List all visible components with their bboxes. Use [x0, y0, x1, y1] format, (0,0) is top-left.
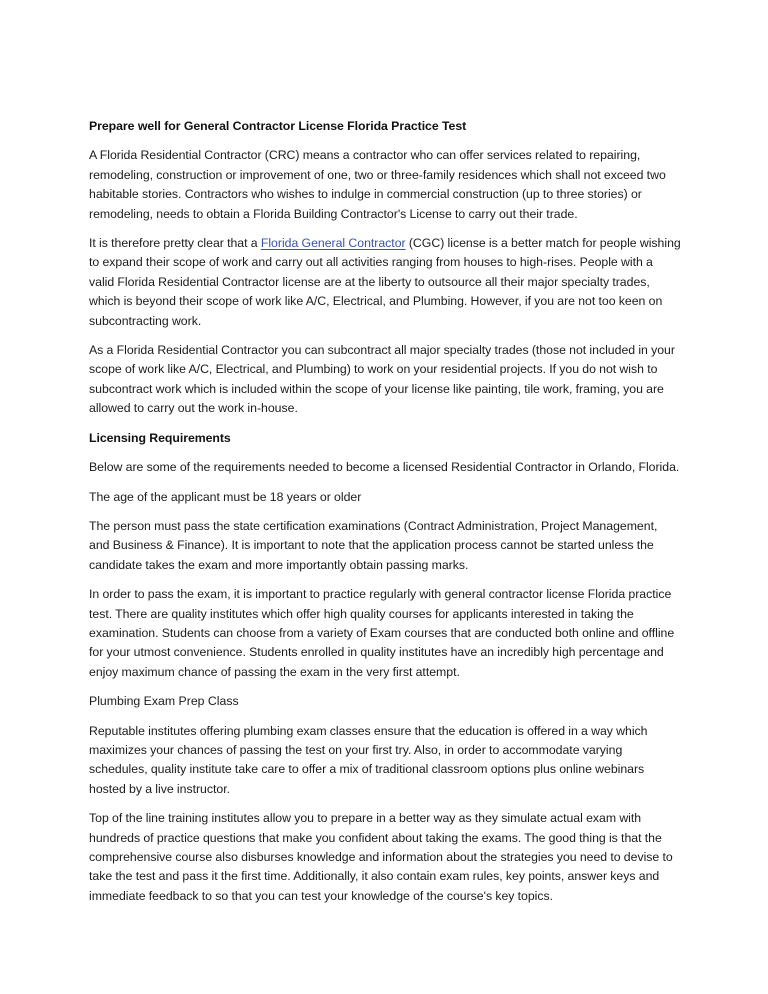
paragraph-top-training-institutes: Top of the line training institutes allow you to prepare in a better way as they simulate actual exam with hundreds of practice questions that make you confident about taking the exams. The good thing is that the comprehensive course also disburses knowledge and information about the strategies you need to devise to take the test and pass it the first time. Additionally, it also contain exam rules, key points, answer keys and immediate feedback to so that you can test your knowledge of the course's key topics. — [89, 811, 673, 903]
paragraph-practice-test: In order to pass the exam, it is important to practice regularly with general contractor license Florida practice test. There are quality institutes which offer high quality courses for applicants interested in taking the examination. Students can choose from a variety of Exam courses that are conducted both online and offline for your utmost convenience. Students enrolled in quality institutes have an incredibly high percentage and enjoy maximum chance of passing the exam in the very first attempt. — [89, 587, 675, 679]
paragraph-text-before-link: It is therefore pretty clear that a — [89, 236, 261, 251]
document-text-column — [89, 117, 681, 906]
paragraph-certification-exams: The person must pass the state certification examinations (Contract Administration, Project Management, and Business & Finance). It is important to note that the application process cannot be started unless the candidate takes the exam and more importantly obtain passing marks. — [89, 518, 658, 572]
paragraph-age-requirement: The age of the applicant must be 18 years or older — [89, 489, 362, 504]
paragraph-text-after-link: (CGC) license is a better match for people wishing to expand their scope of work and carry out all activities ranging from houses to high-rises. People with a valid Florida Residential Contractor license are at the liberty to outsource all their major specialty trades, which is beyond their scope of work like A/C, Electrical, and Plumbing. However, if you are not too keen on subcontracting work. — [89, 236, 681, 328]
paragraph-subcontracting: As a Florida Residential Contractor you can subcontract all major specialty trades (those not included in your scope of work like A/C, Electrical, and Plumbing) to work on your residential projects. If you do not wish to subcontract work which is included within the scope of your license like painting, tile work, framing, you are allowed to carry out the work in-house. — [89, 343, 675, 416]
paragraph-requirements-intro: Below are some of the requirements needed to become a licensed Residential Contractor in Orlando, Florida. — [89, 460, 680, 475]
heading-licensing-requirements: Licensing Requirements — [89, 430, 231, 445]
document-title: Prepare well for General Contractor License Florida Practice Test — [89, 119, 467, 133]
paragraph-crc-definition: A Florida Residential Contractor (CRC) means a contractor who can offer services related to repairing, remodeling, construction or improvement of one, two or three-family residences which shall not exceed two habitable stories. Contractors who wishes to indulge in commercial construction (up to three stories) or remodeling, needs to obtain a Florida Building Contractor's License to carry out their trade. — [89, 148, 666, 221]
paragraph-reputable-institutes: Reputable institutes offering plumbing exam classes ensure that the education is offered in a way which maximizes your chances of passing the test on your first try. Also, in order to accommodate varying schedules, quality institute take care to offer a mix of traditional classroom options plus online webinars hosted by a live instructor. — [89, 723, 648, 796]
subheading-plumbing-exam-prep-class: Plumbing Exam Prep Class — [89, 694, 239, 709]
paragraph-cgc-license — [89, 234, 681, 331]
florida-general-contractor-link[interactable]: Florida General Contractor — [260, 236, 406, 251]
